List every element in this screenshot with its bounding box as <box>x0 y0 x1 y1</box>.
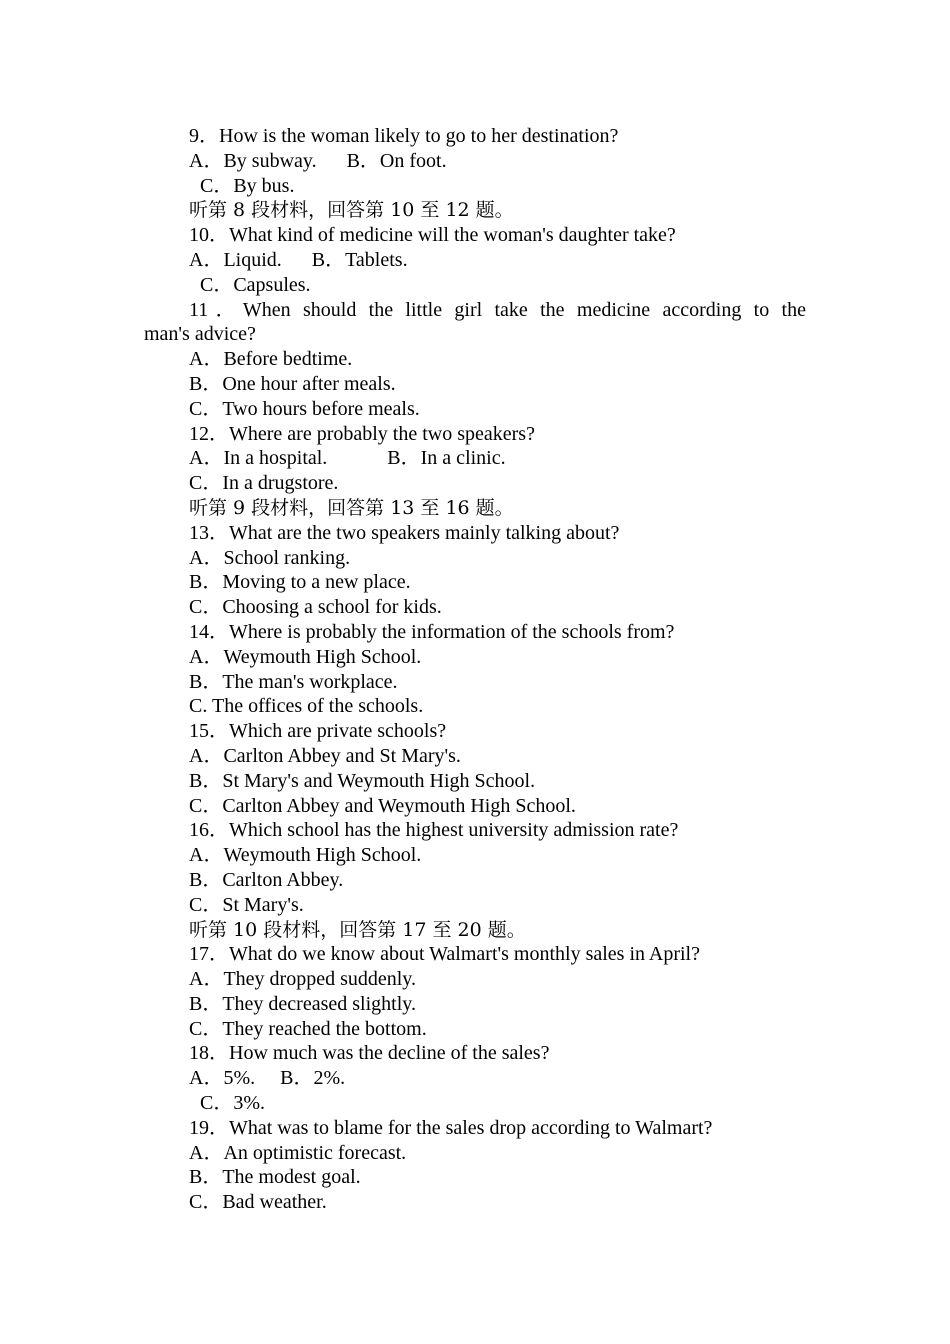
question-12: 12．Where are probably the two speakers? <box>189 422 535 445</box>
section-heading-10: 听第 10 段材料，回答第 17 至 20 题。 <box>189 918 526 941</box>
question-16: 16．Which school has the highest university admission rate? <box>189 819 679 842</box>
question-15-option-c: C．Carlton Abbey and Weymouth High School. <box>189 794 576 817</box>
question-10-options-ab: A．Liquid. B．Tablets. <box>189 248 408 271</box>
question-19-option-b: B．The modest goal. <box>189 1166 361 1189</box>
question-15: 15．Which are private schools? <box>189 720 447 743</box>
question-13-option-b: B．Moving to a new place. <box>189 571 411 594</box>
question-11-option-c: C．Two hours before meals. <box>189 397 420 420</box>
question-16-option-a: A．Weymouth High School. <box>189 844 422 867</box>
section-heading-8: 听第 8 段材料，回答第 10 至 12 题。 <box>189 199 514 222</box>
question-16-option-c: C．St Mary's. <box>189 893 304 916</box>
question-10: 10．What kind of medicine will the woman's daughter take? <box>189 224 676 247</box>
question-11-option-b: B．One hour after meals. <box>189 372 396 395</box>
question-11-option-a: A．Before bedtime. <box>189 348 353 371</box>
question-12-option-c: C．In a drugstore. <box>189 472 339 495</box>
question-14-option-c: C. The offices of the schools. <box>189 695 424 718</box>
question-13-option-a: A．School ranking. <box>189 546 351 569</box>
question-17: 17．What do we know about Walmart's monthly sales in April? <box>189 943 700 966</box>
question-10-option-c: C．Capsules. <box>200 273 311 296</box>
question-12-options-ab: A．In a hospital. B．In a clinic. <box>189 447 506 470</box>
question-15-option-b: B．St Mary's and Weymouth High School. <box>189 769 536 792</box>
question-17-option-c: C．They reached the bottom. <box>189 1017 427 1040</box>
question-19: 19．What was to blame for the sales drop according to Walmart? <box>189 1116 713 1139</box>
question-14: 14．Where is probably the information of the schools from? <box>189 620 675 643</box>
question-14-option-b: B．The man's workplace. <box>189 670 398 693</box>
question-13: 13．What are the two speakers mainly talking about? <box>189 521 620 544</box>
question-18-options-ab: A．5%. B．2%. <box>189 1067 346 1090</box>
question-9-options-ab: A．By subway. B．On foot. <box>189 149 447 172</box>
question-9: 9．How is the woman likely to go to her destination? <box>189 125 619 147</box>
question-11: 11．When should the little girl take the medicine according to the <box>189 298 806 321</box>
question-17-option-b: B．They decreased slightly. <box>189 992 416 1015</box>
question-19-option-a: A．An optimistic forecast. <box>189 1141 407 1164</box>
section-heading-9: 听第 9 段材料，回答第 13 至 16 题。 <box>189 496 514 519</box>
question-13-option-c: C．Choosing a school for kids. <box>189 596 442 619</box>
question-11-continued: man's advice? <box>144 323 256 346</box>
question-14-option-a: A．Weymouth High School. <box>189 645 422 668</box>
question-18: 18．How much was the decline of the sales? <box>189 1042 550 1065</box>
question-19-option-c: C．Bad weather. <box>189 1191 327 1214</box>
question-18-option-c: C．3%. <box>200 1092 265 1115</box>
question-17-option-a: A．They dropped suddenly. <box>189 968 416 991</box>
document-page <box>0 124 950 1215</box>
question-9-option-c: C．By bus. <box>200 174 295 197</box>
question-16-option-b: B．Carlton Abbey. <box>189 868 344 891</box>
question-15-option-a: A．Carlton Abbey and St Mary's. <box>189 744 461 767</box>
